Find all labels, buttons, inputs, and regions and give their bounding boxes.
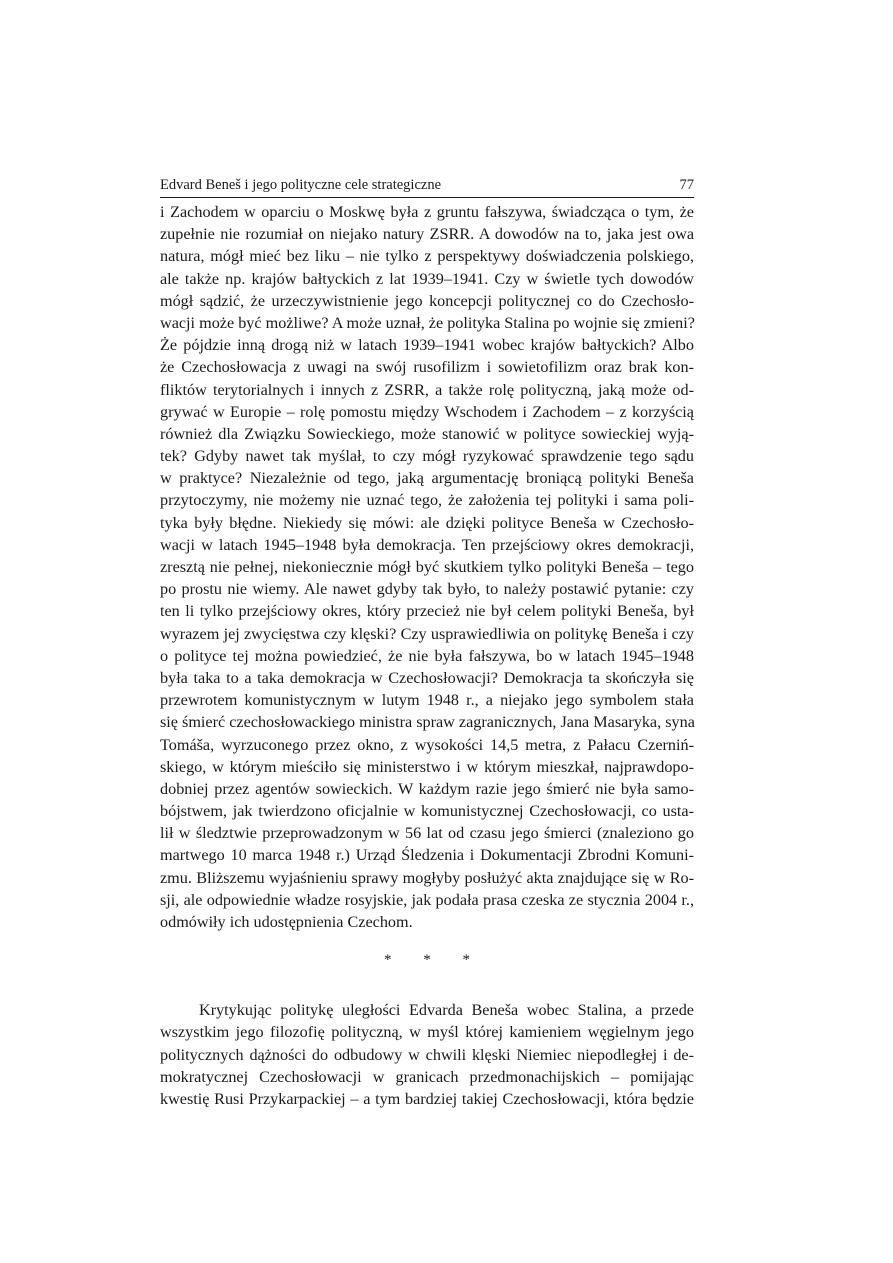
section-separator: * * * bbox=[384, 952, 484, 969]
text-line: ale także np. krajów bałtyckich z lat 1939–1941. Czy w świetle tych dowodów bbox=[160, 269, 694, 288]
page-number: 77 bbox=[679, 177, 694, 193]
paragraph-2 bbox=[160, 999, 694, 1110]
text-line: również dla Związku Sowieckiego, może stanowić w polityce sowieckiej wyją- bbox=[160, 424, 694, 443]
text-line: sji, ale odpowiednie władze rosyjskie, jak podała prasa czeska ze stycznia 2004 r., bbox=[160, 890, 694, 909]
text-line: zresztą nie pełnej, niekoniecznie mógł być skutkiem tylko polityki Beneša – tego bbox=[160, 558, 694, 576]
running-header bbox=[160, 176, 694, 198]
text-line: odmówiły ich udostępnienia Czechom. bbox=[160, 913, 413, 931]
text-line: ten li tylko przejściowy okres, który przecież nie był celem polityki Beneša, był bbox=[160, 602, 694, 621]
text-line: wacji może być możliwe? A może uznał, że polityka Stalina po wojnie się zmieni? bbox=[160, 313, 695, 332]
text-line: kwestię Rusi Przykarpackiej – a tym bardziej takiej Czechosłowacji, która będzie bbox=[160, 1089, 694, 1108]
text-line: dobniej przez agentów sowieckich. W każdym razie jego śmierć nie była samo- bbox=[160, 779, 694, 798]
text-line: wacji w latach 1945–1948 była demokracja. Ten przejściowy okres demokracji, bbox=[160, 535, 694, 554]
text-line: że Czechosłowacja z uwagi na swój rusofilizm i sowietofilizm oraz brak kon- bbox=[160, 358, 694, 377]
book-page bbox=[160, 176, 694, 1110]
text-line: fliktów terytorialnych i innych z ZSRR, a także rolę polityczną, jaką może od- bbox=[160, 380, 694, 399]
text-line: wyrazem jej zwycięstwa czy klęski? Czy usprawiedliwia on politykę Beneša i czy bbox=[160, 624, 694, 643]
paragraph-1 bbox=[160, 201, 694, 933]
text-line: lił w śledztwie przeprowadzonym w 56 lat od czasu jego śmierci (znaleziono go bbox=[160, 824, 694, 843]
text-line: o polityce tej można powiedzieć, że nie była fałszywa, bo w latach 1945–1948 bbox=[160, 646, 694, 665]
text-line: i Zachodem w oparciu o Moskwę była z gruntu fałszywa, świadcząca o tym, że bbox=[160, 203, 694, 221]
text-line: była taka to a taka demokracja w Czechosłowacji? Demokracja ta skończyła się bbox=[160, 668, 694, 687]
text-line: przytoczymy, nie możemy nie uznać tego, że założenia tej polityki i sama poli- bbox=[160, 491, 694, 510]
text-line: wszystkim jego filozofię polityczną, w myśl której kamieniem węgielnym jego bbox=[160, 1023, 694, 1042]
running-header-title: Edvard Beneš i jego polityczne cele strategiczne bbox=[160, 177, 442, 193]
text-line: grywać w Europie – rolę pomostu między Wschodem i Zachodem – z korzyścią bbox=[160, 402, 694, 421]
text-line: w praktyce? Niezależnie od tego, jaką argumentację broniącą polityki Beneša bbox=[160, 469, 694, 488]
text-line: mógł sądzić, że urzeczywistnienie jego koncepcji politycznej co do Czechosło- bbox=[160, 291, 694, 310]
text-line: bójstwem, jak twierdzono oficjalnie w komunistycznej Czechosłowacji, co usta- bbox=[160, 802, 694, 821]
text-line: po prostu nie wiemy. Ale nawet gdyby tak było, to należy postawić pytanie: czy bbox=[160, 580, 694, 599]
text-line: politycznych dążności do odbudowy w chwili klęski Niemiec niepodległej i de- bbox=[160, 1045, 694, 1064]
text-line: skiego, w którym mieściło się ministerstwo i w którym mieszkał, najprawdopo- bbox=[160, 757, 694, 776]
text-line: zupełnie nie rozumiał on niejako natury ZSRR. A dowodów na to, jaka jest owa bbox=[160, 225, 694, 244]
text-line: się śmierć czechosłowackiego ministra spraw zagranicznych, Jana Masaryka, syna bbox=[160, 713, 695, 732]
text-line: tek? Gdyby nawet tak myślał, to czy mógł ryzykować sprawdzenie tego sądu bbox=[160, 447, 694, 466]
text-line: tyka były błędne. Niekiedy się mówi: ale dzięki polityce Beneša w Czechosło- bbox=[160, 513, 694, 532]
text-line: mokratycznej Czechosłowacji w granicach przedmonachijskich – pomijając bbox=[160, 1067, 694, 1086]
text-line: przewrotem komunistycznym w lutym 1948 r., a niejako jego symbolem stała bbox=[160, 691, 694, 710]
text-line: Krytykując politykę uległości Edvarda Beneša wobec Stalina, a przede bbox=[199, 1001, 694, 1020]
text-line: martwego 10 marca 1948 r.) Urząd Śledzenia i Dokumentacji Zbrodni Komuni- bbox=[160, 846, 694, 865]
text-line: Że pójdzie inną drogą niż w latach 1939–1941 wobec krajów bałtyckich? Albo bbox=[160, 336, 694, 355]
text-line: Tomáša, wyrzuconego przez okno, z wysokości 14,5 metra, z Pałacu Czerniń- bbox=[160, 735, 694, 754]
text-line: zmu. Bliższemu wyjaśnieniu sprawy mogłyby posłużyć akta znajdujące się w Ro- bbox=[160, 868, 694, 887]
text-line: natura, mógł mieć bez liku – nie tylko z perspektywy doświadczenia polskiego, bbox=[160, 247, 694, 266]
